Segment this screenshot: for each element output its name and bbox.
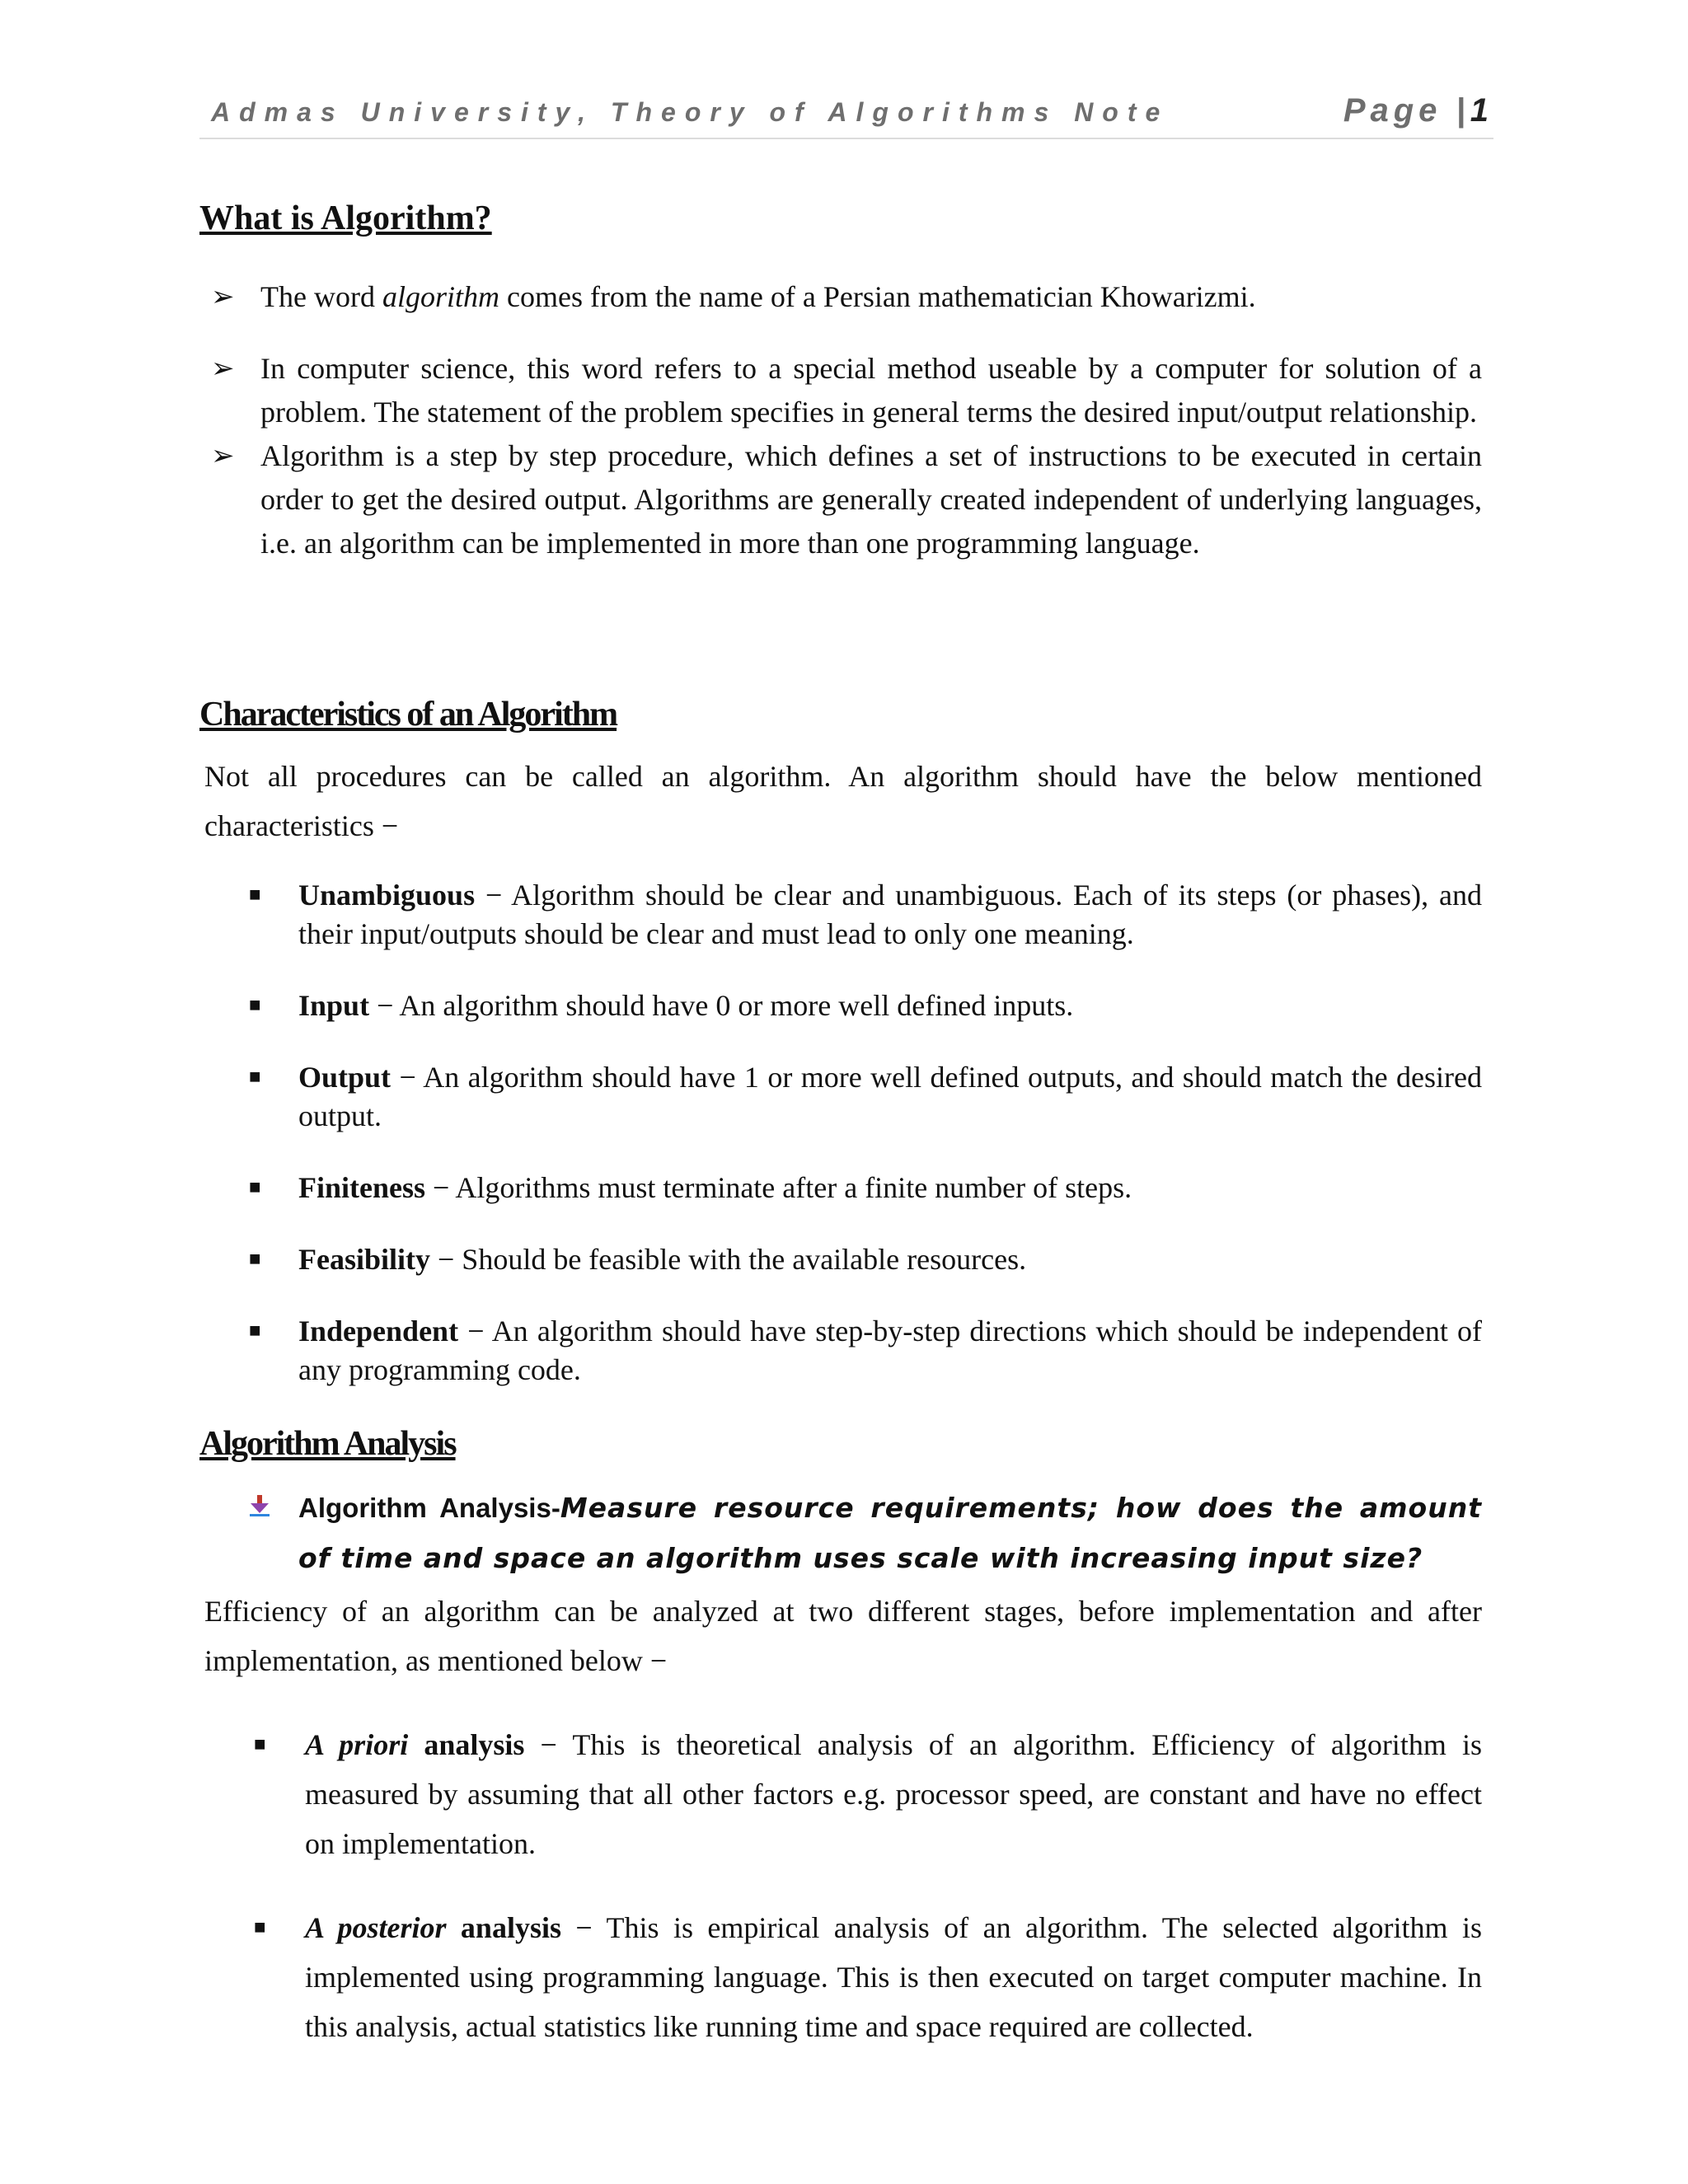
section-title: Characteristics of an Algorithm	[199, 696, 617, 733]
description: − This is theoretical analysis of an algorithm. Efficiency of algorithm is measured by assuming that all other factors e.g. processor speed, are constant and have no effect on implementation.	[305, 1728, 1482, 1860]
analysis-note	[199, 1483, 1482, 1584]
arrow-bullet-icon: ➢	[211, 282, 235, 312]
list-item	[199, 1240, 1482, 1279]
list-item	[199, 434, 1482, 565]
list-item	[199, 987, 1482, 1025]
list-item	[199, 1903, 1482, 2051]
description: − An algorithm should have step-by-step directions which should be independent of any programming code.	[298, 1315, 1482, 1386]
list-item	[199, 1483, 1482, 1584]
term: analysis	[446, 1911, 561, 1944]
page-label: Page	[1343, 92, 1442, 129]
description: − An algorithm should have 1 or more well defined outputs, and should match the desired output.	[298, 1061, 1482, 1132]
list-item	[199, 1720, 1482, 1868]
square-bullet-icon: ■	[254, 1917, 266, 1938]
page-separator: |	[1456, 92, 1470, 129]
description: − This is empirical analysis of an algorithm. The selected algorithm is implemented using programming language. This is then executed on target computer machine. In this analysis, actual statistics like running time and space required are collected.	[305, 1911, 1482, 2043]
header-divider	[199, 138, 1493, 139]
square-bullet-icon: ■	[249, 995, 261, 1016]
running-header-title: Admas University, Theory of Algorithms Note	[211, 97, 1170, 127]
section-title: Algorithm Analysis	[199, 1425, 456, 1463]
term: analysis	[408, 1728, 525, 1761]
arrow-bullet-icon: ➢	[211, 441, 235, 471]
square-bullet-icon: ■	[249, 884, 261, 906]
term: Finiteness	[298, 1171, 426, 1204]
term: Input	[298, 989, 370, 1022]
emphasis-text: algorithm	[382, 280, 499, 313]
description: − Algorithm should be clear and unambiguous. Each of its steps (or phases), and their input/outputs should be clear and must lead to only one meaning.	[298, 879, 1482, 950]
section-characteristics	[199, 694, 1482, 735]
section-title: What is Algorithm?	[199, 199, 492, 237]
list-item	[199, 876, 1482, 954]
section-algorithm-analysis	[199, 1423, 1482, 1465]
paragraph: Not all procedures can be called an algorithm. An algorithm should have the below mentioned characteristics −	[204, 760, 1482, 842]
list-item	[199, 347, 1482, 434]
description: − Algorithms must terminate after a finite number of steps.	[425, 1171, 1132, 1204]
square-bullet-icon: ■	[249, 1177, 261, 1198]
square-bullet-icon: ■	[249, 1249, 261, 1270]
description: − An algorithm should have 0 or more well defined inputs.	[369, 989, 1074, 1022]
characteristics-list	[199, 876, 1482, 1390]
note-label: Algorithm Analysis-	[298, 1493, 560, 1523]
term-italic: A posterior	[305, 1911, 447, 1944]
list-item	[199, 1312, 1482, 1390]
analysis-intro	[204, 1586, 1482, 1685]
bullet-text: The word	[260, 280, 382, 313]
section-intro	[204, 752, 1482, 851]
square-bullet-icon: ■	[249, 1066, 261, 1088]
page-number: 1	[1470, 92, 1493, 129]
bullet-text: In computer science, this word refers to a special method useable by a computer for solution of a problem. The statement of the problem specifies in general terms the desired input/output relationship.	[260, 352, 1482, 429]
list-item	[199, 275, 1482, 319]
paragraph: Efficiency of an algorithm can be analyzed at two different stages, before implementation and after implementation, as mentioned below −	[204, 1595, 1482, 1677]
term: Unambiguous	[298, 879, 476, 912]
term-italic: A priori	[305, 1728, 409, 1761]
list-item	[199, 1058, 1482, 1136]
term: Output	[298, 1061, 392, 1094]
list-item	[199, 1169, 1482, 1207]
note-text: Measure resource requirements; how does the amount of time and space an algorithm uses scale with increasing input size?	[298, 1492, 1482, 1574]
bullet-list-definition-2	[199, 347, 1482, 565]
arrow-bullet-icon: ➢	[211, 354, 235, 384]
bullet-text: Algorithm is a step by step procedure, which defines a set of instructions to be executed in certain order to get the desired output. Algorithms are generally created independent of underlying languages, i.e. an algorithm can be implemented in more than one programming language.	[260, 439, 1482, 560]
page-number-label	[1343, 92, 1493, 129]
section-what-is-algorithm	[199, 198, 1482, 239]
bullet-list-definition	[199, 275, 1482, 319]
term: Independent	[298, 1315, 459, 1347]
square-bullet-icon: ■	[249, 1320, 261, 1342]
description: − Should be feasible with the available resources.	[430, 1243, 1027, 1276]
analysis-list	[199, 1720, 1482, 2051]
square-bullet-icon: ■	[254, 1734, 266, 1755]
arrow-down-bullet-icon	[249, 1495, 270, 1518]
bullet-text: comes from the name of a Persian mathematician Khowarizmi.	[499, 280, 1256, 313]
term: Feasibility	[298, 1243, 430, 1276]
